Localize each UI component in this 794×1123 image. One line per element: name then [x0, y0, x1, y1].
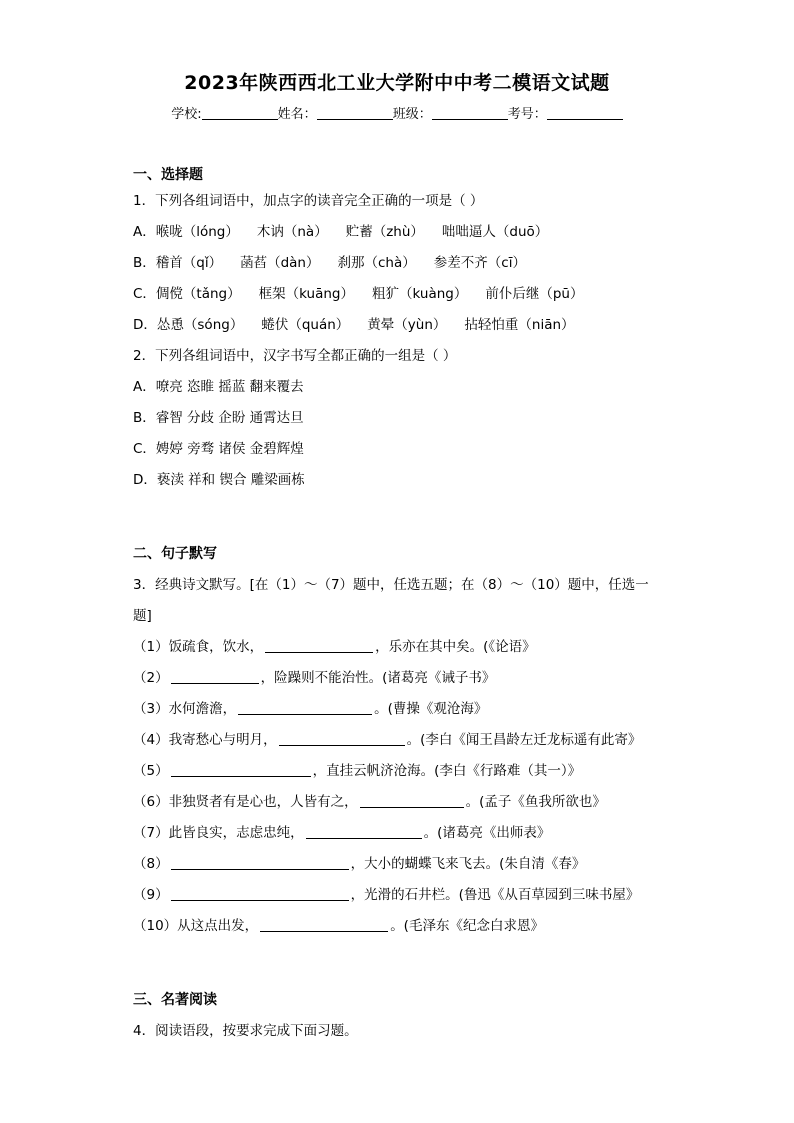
- student-info-line: [0, 103, 794, 122]
- dictation-10-blank[interactable]: [260, 917, 388, 932]
- dictation-9-prefix: （9）: [133, 887, 169, 903]
- name-label: 姓名：: [277, 107, 317, 122]
- q1-c-word-4: 前仆后继（pū）: [485, 286, 584, 302]
- question-3-stem-line-1: 3．经典诗文默写。[在（1）～（7）题中，任选五题；在（8）～（10）题中，任选一: [133, 577, 649, 593]
- dictation-6-suffix: 。(孟子《鱼我所欲也》: [465, 794, 606, 810]
- q1-b-word-3: 刹那（chà）: [337, 255, 416, 271]
- dictation-1-blank[interactable]: [265, 638, 373, 653]
- dictation-9-blank[interactable]: [171, 886, 349, 901]
- dictation-item-6: [133, 793, 606, 811]
- dictation-item-2: [133, 669, 495, 687]
- q1-a-word-1: A．喉咙（lóng）: [133, 224, 239, 240]
- dictation-item-7: [133, 824, 550, 842]
- q1-d-word-4: 拈轻怕重（niān）: [464, 317, 575, 333]
- dictation-4-blank[interactable]: [279, 731, 405, 746]
- question-2-option-d[interactable]: D．亵渎 祥和 锲合 雕梁画栋: [133, 472, 305, 488]
- dictation-6-prefix: （6）非独贤者有是心也，人皆有之，: [133, 794, 358, 810]
- dictation-item-3: [133, 700, 487, 718]
- question-2-option-b[interactable]: B．睿智 分歧 企盼 通霄达旦: [133, 410, 304, 426]
- question-1-option-c[interactable]: [133, 285, 601, 303]
- section-heading-choice: 一、选择题: [133, 167, 203, 183]
- dictation-8-prefix: （8）: [133, 856, 169, 872]
- q1-a-word-4: 咄咄逼人（duō）: [441, 224, 549, 240]
- q1-c-word-1: C．倜傥（tǎng）: [133, 286, 241, 302]
- dictation-7-suffix: 。(诸葛亮《出师表》: [423, 825, 551, 841]
- q1-c-word-3: 粗犷（kuàng）: [371, 286, 468, 302]
- dictation-2-blank[interactable]: [171, 669, 259, 684]
- dictation-item-1: [133, 638, 536, 656]
- class-blank[interactable]: [432, 105, 508, 120]
- question-2-option-c[interactable]: C．娉婷 旁骛 诸侯 金碧辉煌: [133, 441, 304, 457]
- dictation-1-prefix: （1）饭疏食，饮水，: [133, 639, 264, 655]
- dictation-item-8: [133, 855, 585, 873]
- exam-no-label: 考号：: [507, 107, 547, 122]
- dictation-8-suffix: ，大小的蝴蝶飞来飞去。(朱自清《春》: [350, 856, 586, 872]
- q1-b-word-2: 菡萏（dàn）: [240, 255, 320, 271]
- dictation-5-suffix: ，直挂云帆济沧海。(李白《行路难（其一）》: [312, 763, 582, 779]
- dictation-1-suffix: ，乐亦在其中矣。(《论语》: [375, 639, 536, 655]
- dictation-9-suffix: ，光滑的石井栏。(鲁迅《从百草园到三味书屋》: [350, 887, 640, 903]
- dictation-item-5: [133, 762, 581, 780]
- name-blank[interactable]: [317, 105, 393, 120]
- dictation-5-prefix: （5）: [133, 763, 169, 779]
- q1-b-word-4: 参差不齐（cī）: [433, 255, 526, 271]
- exam-no-blank[interactable]: [547, 105, 623, 120]
- question-1-stem: 1．下列各组词语中，加点字的读音完全正确的一项是（ ）: [133, 193, 484, 209]
- dictation-10-prefix: （10）从这点出发，: [133, 918, 259, 934]
- dictation-5-blank[interactable]: [171, 762, 311, 777]
- dictation-item-4: [133, 731, 641, 749]
- dictation-7-blank[interactable]: [306, 824, 422, 839]
- question-3-stem-line-2: 题]: [133, 608, 152, 624]
- q1-a-word-3: 贮蓄（zhù）: [345, 224, 424, 240]
- dictation-item-9: [133, 886, 639, 904]
- school-label: 学校:: [171, 107, 202, 122]
- dictation-2-prefix: （2）: [133, 670, 169, 686]
- dictation-8-blank[interactable]: [171, 855, 349, 870]
- dictation-3-suffix: 。(曹操《观沧海》: [374, 701, 488, 717]
- q1-d-word-3: 黄晕（yùn）: [367, 317, 447, 333]
- question-1-option-b[interactable]: [133, 254, 544, 272]
- dictation-item-10: [133, 917, 544, 935]
- question-2-stem: 2．下列各组词语中，汉字书写全都正确的一组是（ ）: [133, 348, 457, 364]
- section-heading-dictation: 二、句子默写: [133, 546, 217, 562]
- dictation-4-suffix: 。(李白《闻王昌龄左迁龙标遥有此寄》: [406, 732, 642, 748]
- dictation-2-suffix: ，险躁则不能治性。(诸葛亮《诫子书》: [260, 670, 496, 686]
- dictation-4-prefix: （4）我寄愁心与明月，: [133, 732, 277, 748]
- question-1-option-d[interactable]: [133, 316, 593, 334]
- dictation-3-prefix: （3）水何澹澹，: [133, 701, 237, 717]
- question-4-stem: 4．阅读语段，按要求完成下面习题。: [133, 1023, 358, 1039]
- dictation-10-suffix: 。(毛泽东《纪念白求恩》: [390, 918, 544, 934]
- page-title: 2023年陕西西北工业大学附中中考二模语文试题: [184, 72, 610, 94]
- school-blank[interactable]: [202, 105, 278, 120]
- dictation-3-blank[interactable]: [238, 700, 372, 715]
- dictation-6-blank[interactable]: [360, 793, 464, 808]
- q1-b-word-1: B．稽首（qǐ）: [133, 255, 223, 271]
- section-heading-reading: 三、名著阅读: [133, 992, 217, 1008]
- q1-c-word-2: 框架（kuāng）: [258, 286, 354, 302]
- q1-d-word-2: 蜷伏（quán）: [261, 317, 350, 333]
- question-2-option-a[interactable]: A．嘹亮 恣睢 摇蓝 翻来覆去: [133, 379, 304, 395]
- dictation-7-prefix: （7）此皆良实，志虑忠纯，: [133, 825, 304, 841]
- q1-a-word-2: 木讷（nà）: [256, 224, 328, 240]
- question-1-option-a[interactable]: [133, 223, 566, 241]
- q1-d-word-1: D．怂恿（sóng）: [133, 317, 244, 333]
- class-label: 班级：: [392, 107, 432, 122]
